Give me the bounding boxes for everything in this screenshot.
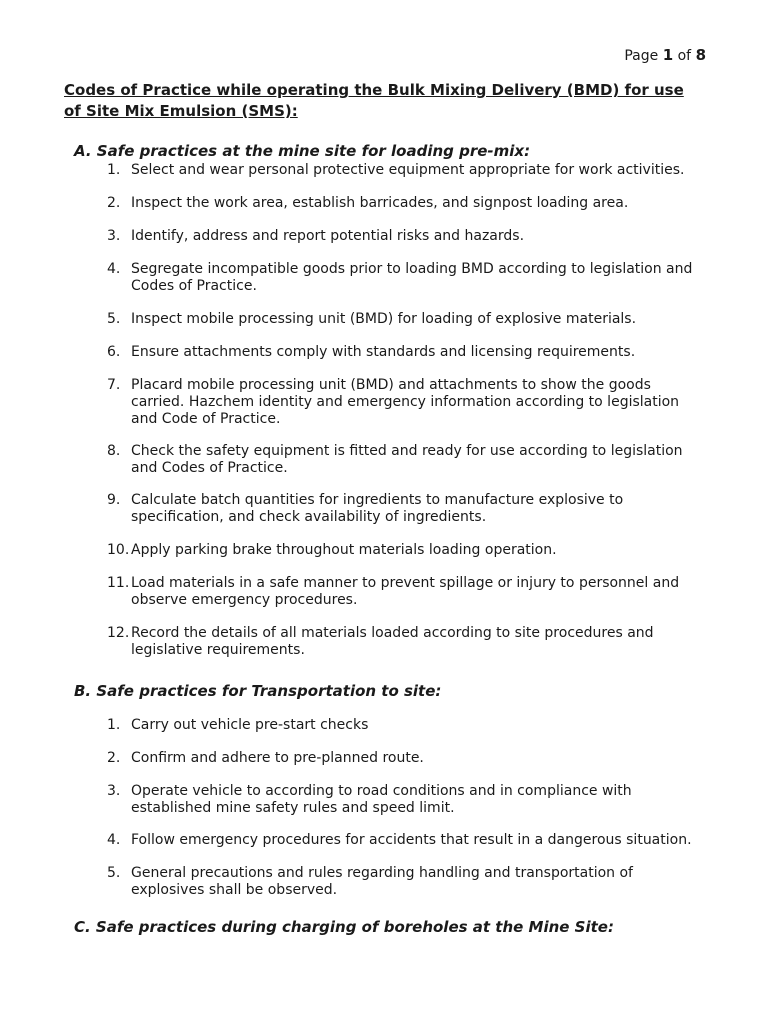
section-b-heading: B. Safe practices for Transportation to site: (74, 682, 442, 700)
page-current: 1 (662, 46, 674, 64)
list-item-text: Carry out vehicle pre-start checks (131, 717, 369, 733)
list-item-text: Segregate incompatible goods prior to loading BMD according to legislation and Codes of Practice. (131, 261, 693, 294)
list-item-number: 12. (107, 625, 130, 641)
list-item-number: 1. (107, 162, 121, 178)
list-item (107, 832, 707, 849)
list-item-number: 11. (107, 575, 130, 591)
list-item (107, 377, 707, 428)
list-item-text: Follow emergency procedures for accidents that result in a dangerous situation. (131, 832, 692, 848)
list-item-text: Confirm and adhere to pre-planned route. (131, 750, 424, 766)
list-item-text: Ensure attachments comply with standards and licensing requirements. (131, 344, 636, 360)
list-item-text: Select and wear personal protective equipment appropriate for work activities. (131, 162, 685, 178)
list-item-number: 5. (107, 865, 121, 881)
list-item-number: 9. (107, 492, 121, 508)
list-item-number: 3. (107, 228, 121, 244)
list-item-text: Check the safety equipment is fitted and ready for use according to legislation and Codes of Practice. (131, 443, 683, 476)
list-item (107, 865, 707, 899)
list-item (107, 717, 707, 734)
list-item-number: 10. (107, 542, 130, 558)
page-label: Page (624, 48, 659, 64)
list-item-number: 4. (107, 832, 121, 848)
list-item (107, 542, 707, 559)
section-c-heading: C. Safe practices during charging of boreholes at the Mine Site: (74, 918, 614, 936)
list-item-number: 6. (107, 344, 121, 360)
list-item-number: 1. (107, 717, 121, 733)
list-item-text: Inspect mobile processing unit (BMD) for loading of explosive materials. (131, 311, 637, 327)
list-item-number: 5. (107, 311, 121, 327)
page-of-label: of (677, 48, 692, 64)
list-item (107, 443, 707, 477)
list-item (107, 311, 707, 328)
list-item (107, 750, 707, 767)
list-item (107, 228, 707, 245)
list-item (107, 625, 707, 659)
list-item (107, 344, 707, 361)
list-item (107, 162, 707, 179)
list-item-text: Load materials in a safe manner to prevent spillage or injury to personnel and observe emergency procedures. (131, 575, 680, 608)
list-item-text: Placard mobile processing unit (BMD) and attachments to show the goods carried. Hazchem identity and emergency information according to legislation and Code of Practice. (131, 377, 680, 427)
list-item-number: 2. (107, 195, 121, 211)
page-number (624, 46, 706, 64)
list-item-text: General precautions and rules regarding handling and transportation of explosives shall be observed. (131, 865, 633, 898)
list-item-number: 8. (107, 443, 121, 459)
list-item-text: Calculate batch quantities for ingredients to manufacture explosive to specification, and check availability of ingredients. (131, 492, 624, 525)
list-item (107, 195, 707, 212)
list-item-text: Operate vehicle to according to road conditions and in compliance with established mine safety rules and speed limit. (131, 783, 632, 816)
list-item-number: 7. (107, 377, 121, 393)
list-item (107, 783, 707, 817)
list-item (107, 575, 707, 609)
page-total: 8 (695, 46, 706, 64)
list-item-text: Record the details of all materials loaded according to site procedures and legislative requirements. (131, 625, 654, 658)
document-title: Codes of Practice while operating the Bulk Mixing Delivery (BMD) for use of Site Mix Emulsion (SMS): (64, 81, 684, 120)
list-item-number: 3. (107, 783, 121, 799)
list-item-text: Apply parking brake throughout materials loading operation. (131, 542, 557, 558)
list-item-number: 2. (107, 750, 121, 766)
list-item-text: Identify, address and report potential risks and hazards. (131, 228, 525, 244)
list-item (107, 492, 707, 526)
list-item-text: Inspect the work area, establish barricades, and signpost loading area. (131, 195, 629, 211)
list-item (107, 261, 707, 295)
list-item-number: 4. (107, 261, 121, 277)
section-a-heading: A. Safe practices at the mine site for loading pre-mix: (74, 142, 531, 160)
